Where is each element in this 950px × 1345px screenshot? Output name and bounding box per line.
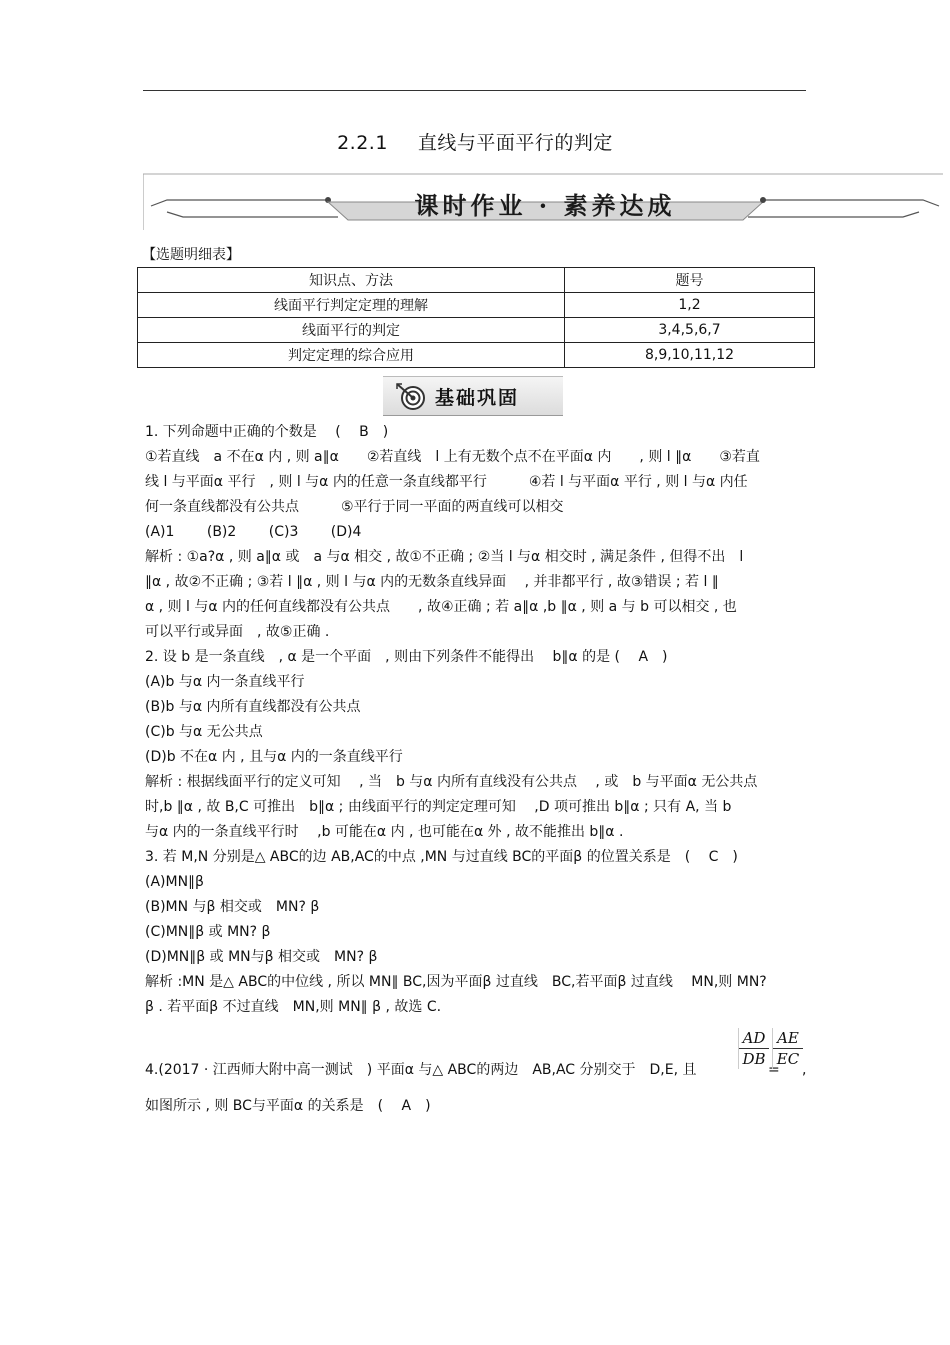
table-header-cell: 知识点、方法: [138, 268, 565, 293]
section-label: 基础巩固: [435, 387, 520, 409]
table-header-row: [138, 268, 815, 293]
text-line: 解析 :MN 是△ ABC的中位线 , 所以 MN∥ BC,因为平面β 过直线 BC,若平面β 过直线 MN,则 MN?: [145, 974, 767, 990]
table-cell: 8,9,10,11,12: [565, 343, 815, 368]
text-line: 何一条直线都没有公共点 ⑤平行于同一平面的两直线可以相交: [145, 499, 564, 515]
text-line: (C)b 与α 无公共点: [145, 724, 263, 740]
table-cell: 线面平行的判定: [138, 318, 565, 343]
text-line: (B)b 与α 内所有直线都没有公共点: [145, 699, 361, 715]
equals-sign: =: [768, 1062, 780, 1078]
text-line: (A)MN∥β: [145, 874, 204, 890]
fraction-denominator: EC: [776, 1050, 800, 1068]
table-cell: 判定定理的综合应用: [138, 343, 565, 368]
text-line: (A)b 与α 内一条直线平行: [145, 674, 305, 690]
table-cell: 3,4,5,6,7: [565, 318, 815, 343]
text-line: (C)MN∥β 或 MN? β: [145, 924, 271, 940]
text-line: β . 若平面β 不过直线 MN,则 MN∥ β , 故选 C.: [145, 999, 442, 1015]
text-line: ①若直线 a 不在α 内 , 则 a∥α ②若直线 l 上有无数个点不在平面α 内 , 则 l ∥α ③若直: [145, 449, 760, 465]
title-number: 2.2.1: [337, 132, 388, 154]
text-line: 解析 : 根据线面平行的定义可知 , 当 b 与α 内所有直线没有公共点 , 或 b 与平面α 无公共点: [145, 774, 758, 790]
fraction-ae-ec: [772, 1028, 803, 1069]
text-line: 可以平行或异面 , 故⑤正确 .: [145, 624, 330, 640]
text-line: (B)MN 与β 相交或 MN? β: [145, 899, 320, 915]
table-label: 【选题明细表】: [142, 247, 240, 263]
text-line: 3. 若 M,N 分别是△ ABC的边 AB,AC的中点 ,MN 与过直线 BC的平面β 的位置关系是 ( C ): [145, 849, 738, 865]
text-line: α , 则 l 与α 内的任何直线都没有公共点 , 故④正确 ; 若 a∥α ,b ∥α , 则 a 与 b 可以相交 , 也: [145, 599, 737, 615]
question-content: [145, 420, 813, 1020]
table-row: [138, 318, 815, 343]
comma: ,: [802, 1062, 807, 1078]
banner-title: 课时作业 · 素养达成: [414, 191, 676, 220]
table-cell: 线面平行判定定理的理解: [138, 293, 565, 318]
table-row: [138, 293, 815, 318]
fraction-numerator: AD: [739, 1028, 769, 1049]
text-line: (A)1 (B)2 (C)3 (D)4: [145, 524, 362, 540]
q4-line-2: 如图所示 , 则 BC与平面α 的关系是 ( A ): [145, 1098, 431, 1114]
table-row: [138, 343, 815, 368]
fraction-denominator: DB: [742, 1050, 766, 1068]
target-icon: [395, 381, 429, 411]
page-title: [0, 128, 950, 155]
text-line: ∥α , 故②不正确 ; ③若 l ∥α , 则 l 与α 内的无数条直线异面 , 并非都平行 , 故③错误 ; 若 l ∥: [145, 574, 719, 590]
section-badge: [383, 376, 563, 416]
table-header-cell: 题号: [565, 268, 815, 293]
text-line: 2. 设 b 是一条直线 , α 是一个平面 , 则由下列条件不能得出 b∥α 的是 ( A ): [145, 649, 668, 665]
table-cell: 1,2: [565, 293, 815, 318]
text-line: 1. 下列命题中正确的个数是 ( B ): [145, 424, 389, 440]
text-line: 解析 : ①a?α , 则 a∥α 或 a 与α 相交 , 故①不正确 ; ②当 l 与α 相交时 , 满足条件 , 但得不出 l: [145, 549, 744, 565]
fraction-ad-db: [738, 1028, 769, 1069]
text-line: 线 l 与平面α 平行 , 则 l 与α 内的任意一条直线都平行 ④若 l 与平面α 平行 , 则 l 与α 内任: [145, 474, 748, 490]
question-detail-table: [137, 267, 815, 368]
title-text: 直线与平面平行的判定: [417, 132, 613, 154]
q4-line-1: 4.(2017 · 江西师大附中高一测试 ) 平面α 与△ ABC的两边 AB,AC 分别交于 D,E, 且: [145, 1062, 697, 1078]
text-line: 与α 内的一条直线平行时 ,b 可能在α 内 , 也可能在α 外 , 故不能推出 b∥α .: [145, 824, 624, 840]
text-line: (D)b 不在α 内 , 且与α 内的一条直线平行: [145, 749, 403, 765]
fraction-numerator: AE: [773, 1028, 803, 1049]
text-line: (D)MN∥β 或 MN与β 相交或 MN? β: [145, 949, 378, 965]
text-line: 时,b ∥α , 故 B,C 可推出 b∥α ; 由线面平行的判定定理可知 ,D 项可推出 b∥α ; 只有 A, 当 b: [145, 799, 732, 815]
top-rule: [143, 90, 806, 91]
